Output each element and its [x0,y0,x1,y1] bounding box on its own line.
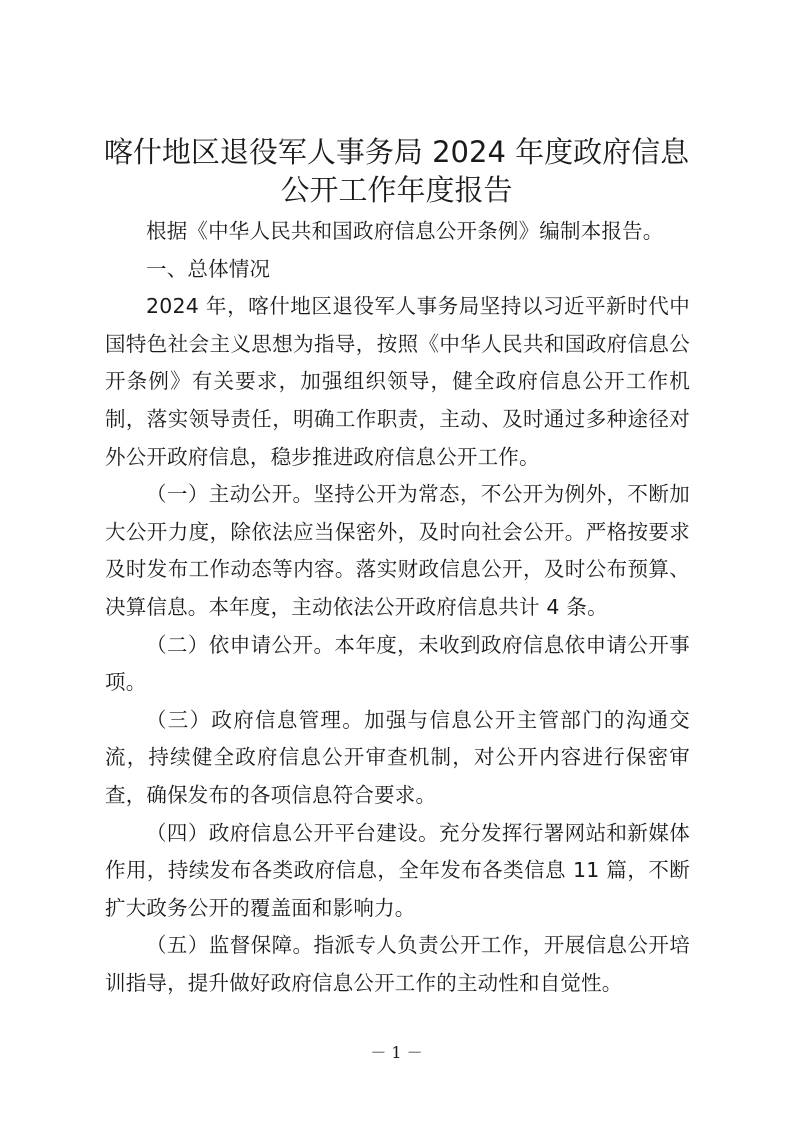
supervision-paragraph: （五）监督保障。指派专人负责公开工作，开展信息公开培训指导，提升做好政府信息公开工作的主动性和自觉性。 [105,933,690,995]
document-title-line-2: 公开工作年度报告 [280,173,513,207]
document-body [105,213,690,1002]
intro-paragraph: 根据《中华人民共和国政府信息公开条例》编制本报告。 [146,219,664,243]
information-management-paragraph: （三）政府信息管理。加强与信息公开主管部门的沟通交流，持续健全政府信息公开审查机制，对公开内容进行保密审查，确保发布的各项信息符合要求。 [105,707,690,807]
page-number: － 1 － [370,1043,423,1062]
active-disclosure-paragraph: （一）主动公开。坚持公开为常态，不公开为例外，不断加大公开力度，除依法应当保密外，及时向社会公开。严格按要求及时发布工作动态等内容。落实财政信息公开，及时公布预算、决算信息。本年度，主动依法公开政府信息共计 4 条。 [105,482,690,619]
document-title-line-1: 喀什地区退役军人事务局 2024 年度政府信息 [103,135,690,169]
document-title [0,133,793,209]
request-disclosure-paragraph: （二）依申请公开。本年度，未收到政府信息依申请公开事项。 [105,632,690,695]
section-heading-overview: 一、总体情况 [146,256,271,281]
platform-construction-paragraph: （四）政府信息公开平台建设。充分发挥行署网站和新媒体作用，持续发布各类政府信息，全年发布各类信息 11 篇，不断扩大政务公开的覆盖面和影响力。 [105,820,690,920]
overview-paragraph: 2024 年，喀什地区退役军人事务局坚持以习近平新时代中国特色社会主义思想为指导，按照《中华人民共和国政府信息公开条例》有关要求，加强组织领导，健全政府信息公开工作机制，落实领导责任，明确工作职责，主动、及时通过多种途径对外公开政府信息，稳步推进政府信息公开工作。 [105,294,690,469]
